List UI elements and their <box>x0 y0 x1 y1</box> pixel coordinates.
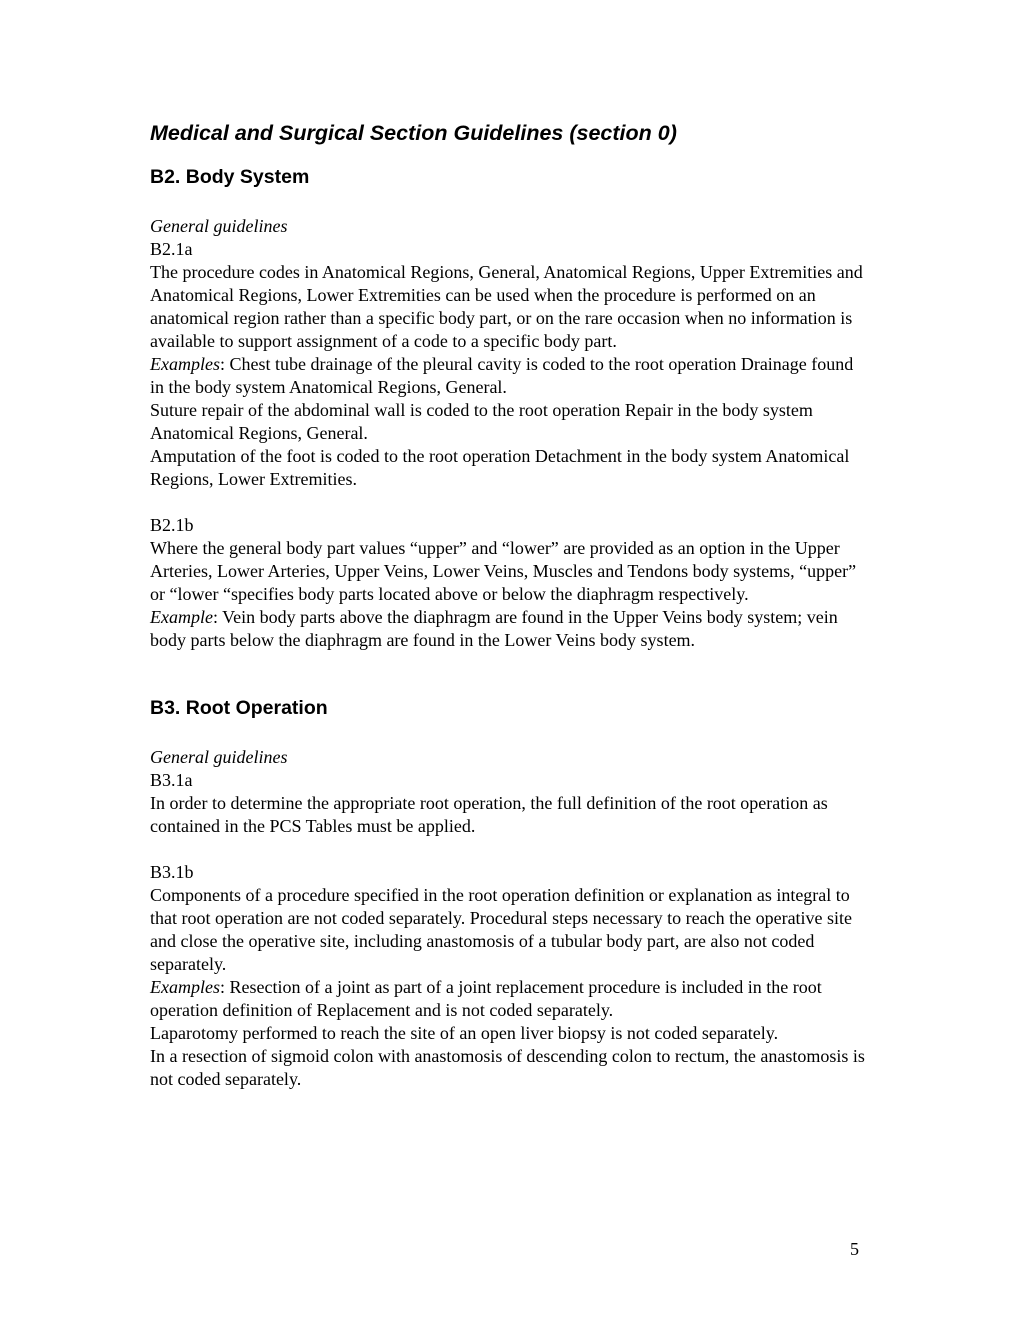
example-text: : Resection of a joint as part of a joint replacement procedure is included in the root operation definition of Replacement and is not coded separately. <box>150 977 822 1020</box>
section-heading-b2: B2. Body System <box>150 166 310 188</box>
page-number: 5 <box>850 1239 859 1259</box>
guideline-text: The procedure codes in Anatomical Regions, General, Anatomical Regions, Upper Extremities and Anatomical Regions, Lower Extremities can be used when the procedure is performed on an anatomical region rather than a specific body part, or on the rare occasion when no information is available to support assignment of a code to a specific body part. <box>150 262 863 351</box>
guideline-text: In order to determine the appropriate root operation, the full definition of the root operation as contained in the PCS Tables must be applied. <box>150 793 828 836</box>
example-paragraph: Suture repair of the abdominal wall is coded to the root operation Repair in the body system Anatomical Regions, General. <box>150 400 813 443</box>
guideline-text: Components of a procedure specified in the root operation definition or explanation as integral to that root operation are not coded separately. Procedural steps necessary to reach the operative site and close the operative site, including anastomosis of a tubular body part, are also not coded separately. <box>150 885 853 974</box>
examples-label: Examples <box>150 354 220 374</box>
section-heading-b3: B3. Root Operation <box>150 697 328 719</box>
example-paragraph: Amputation of the foot is coded to the root operation Detachment in the body system Anatomical Regions, Lower Extremities. <box>150 446 850 489</box>
example-label: Example <box>150 607 213 627</box>
guideline-text: Where the general body part values “upper” and “lower” are provided as an option in the Upper Arteries, Lower Arteries, Upper Veins, Lower Veins, Muscles and Tendons body systems, “upper” or “lower “specifies body parts located above or below the diaphragm respectively. <box>150 538 857 604</box>
general-guidelines-label: General guidelines <box>150 216 288 236</box>
examples-label: Examples <box>150 977 220 997</box>
example-paragraph <box>150 606 870 652</box>
guideline-id: B3.1b <box>150 862 194 882</box>
example-paragraph <box>150 976 870 1022</box>
example-paragraph <box>150 353 870 399</box>
example-paragraph: Laparotomy performed to reach the site of an open liver biopsy is not coded separately. <box>150 1023 779 1043</box>
document-page <box>150 118 870 1091</box>
guideline-id: B2.1b <box>150 515 194 535</box>
page-title: Medical and Surgical Section Guidelines (section 0) <box>150 121 677 145</box>
example-text: : Vein body parts above the diaphragm are found in the Upper Veins body system; vein body parts below the diaphragm are found in the Lower Veins body system. <box>150 607 838 650</box>
guideline-id: B3.1a <box>150 770 193 790</box>
example-paragraph: In a resection of sigmoid colon with anastomosis of descending colon to rectum, the anastomosis is not coded separately. <box>150 1046 865 1089</box>
guideline-id: B2.1a <box>150 239 193 259</box>
example-text: : Chest tube drainage of the pleural cavity is coded to the root operation Drainage found in the body system Anatomical Regions, General. <box>150 354 854 397</box>
general-guidelines-label: General guidelines <box>150 747 288 767</box>
